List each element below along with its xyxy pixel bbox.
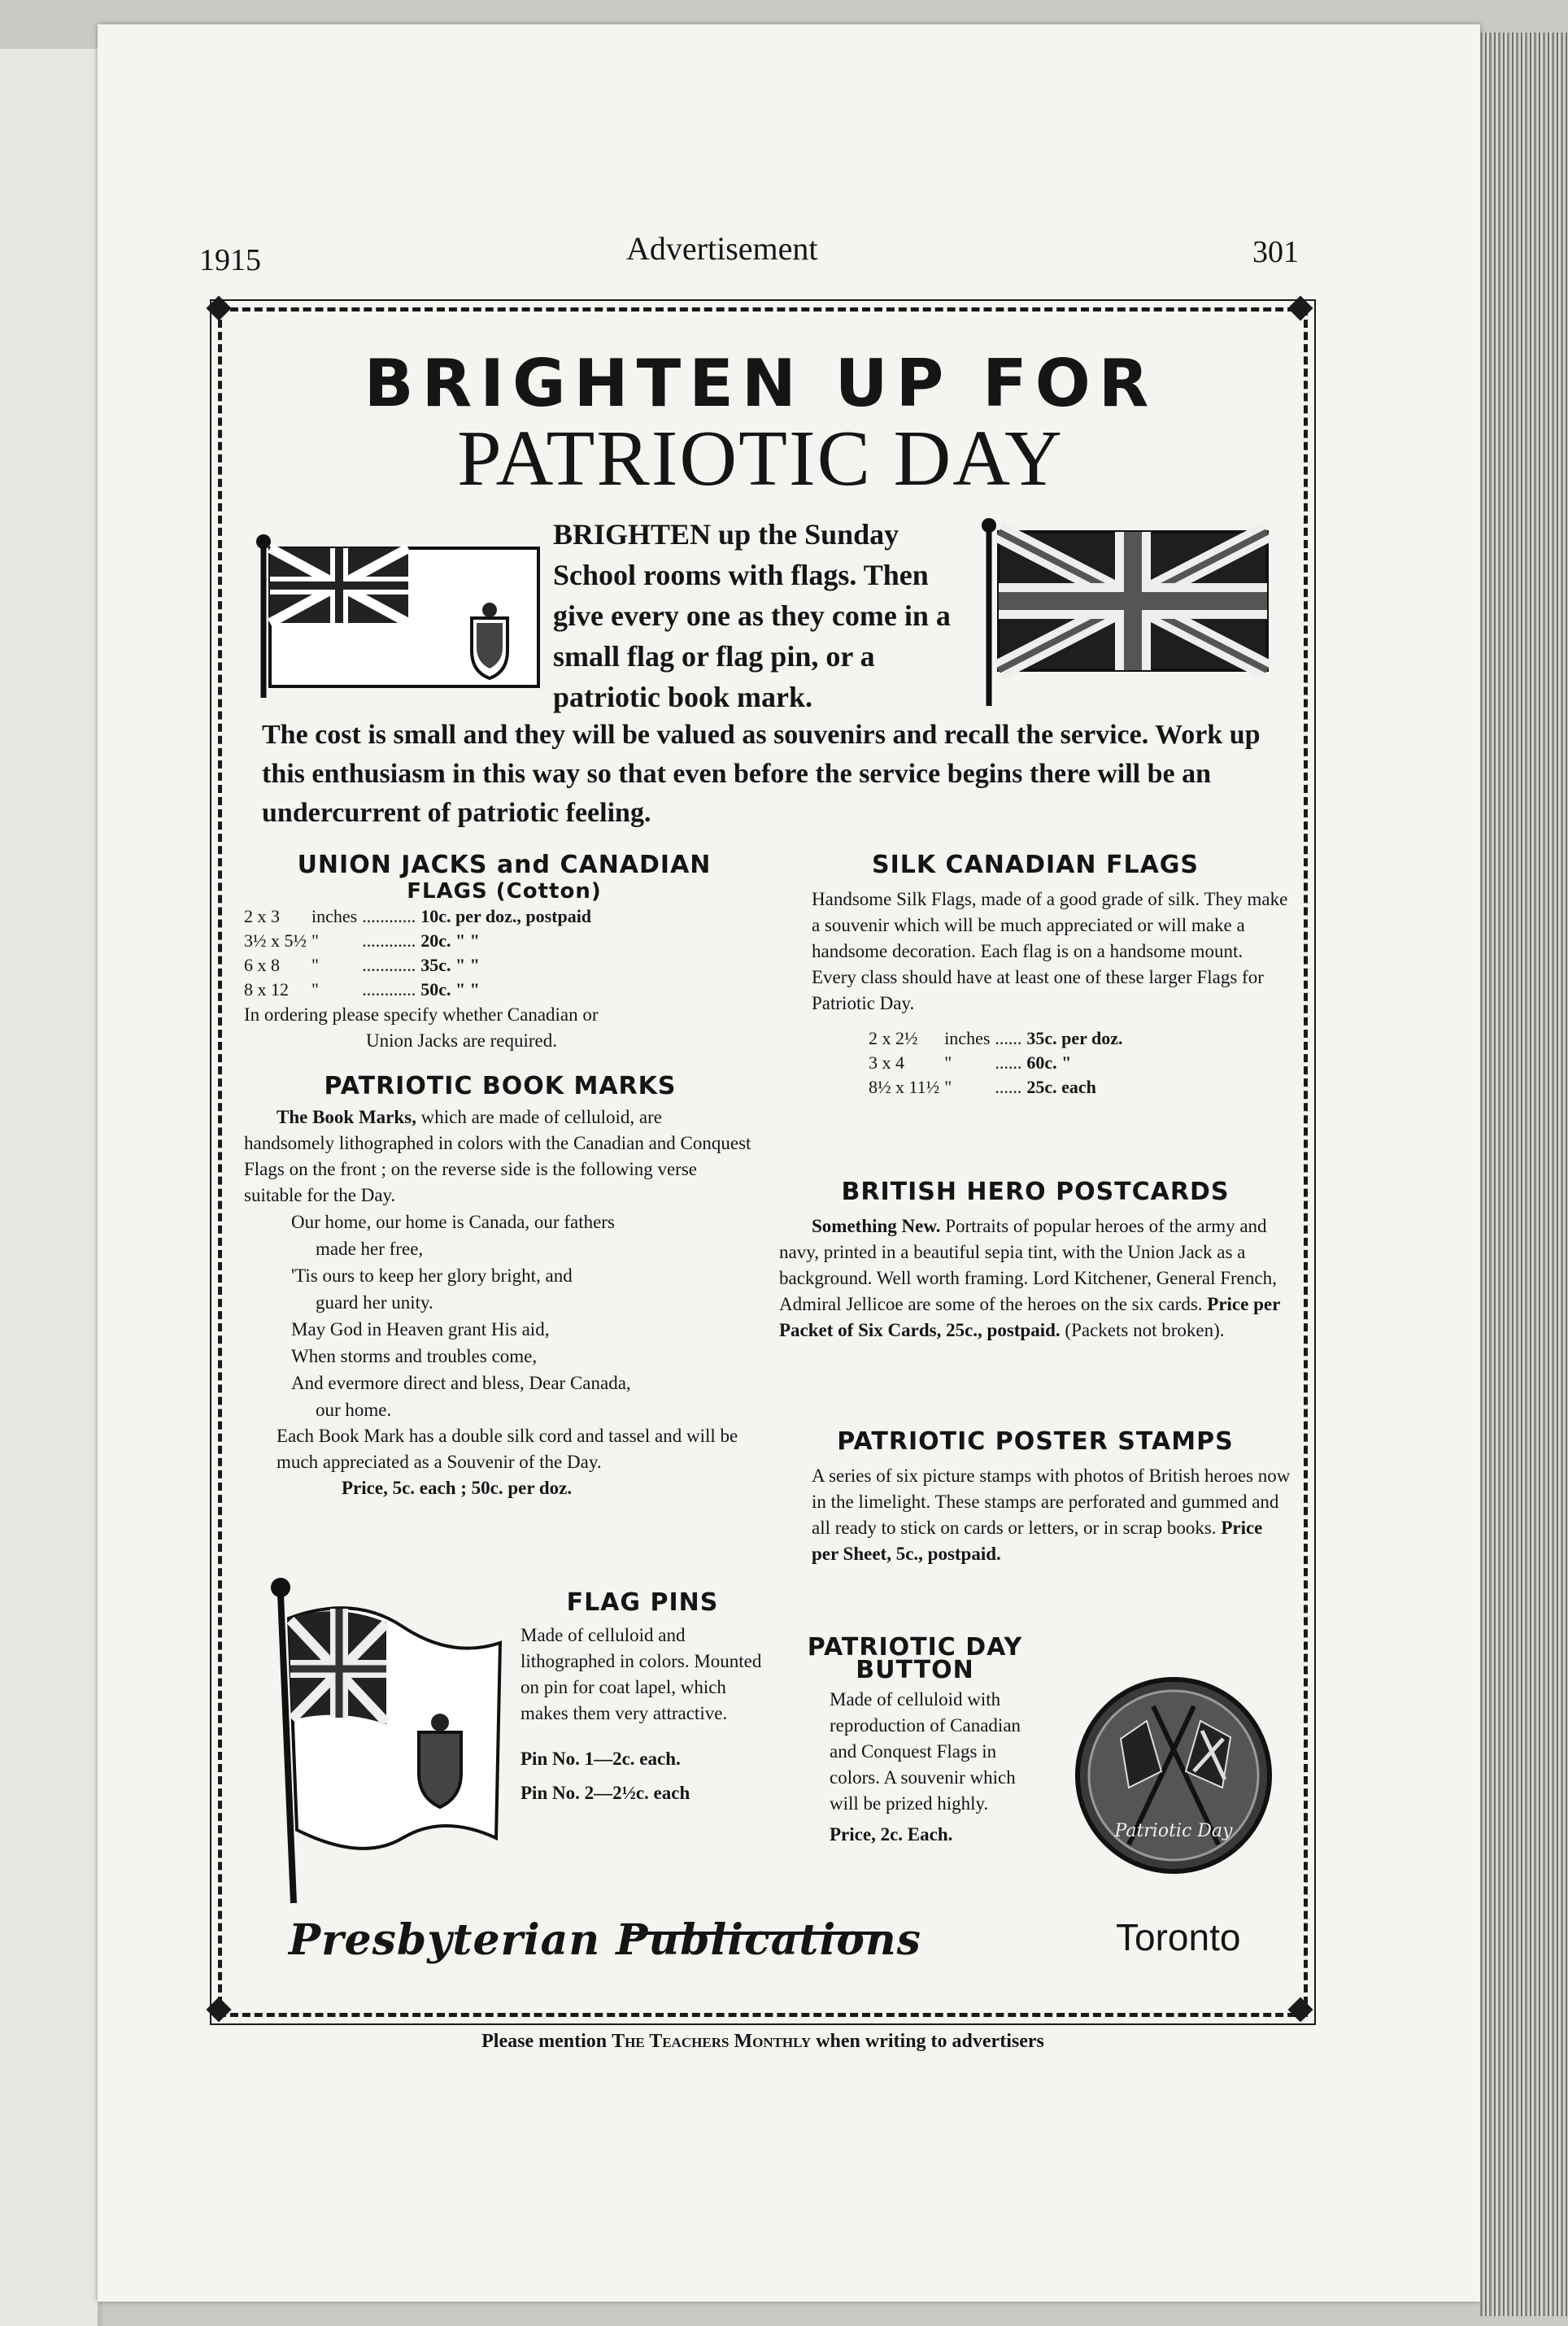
- section-title: PATRIOTIC DAY: [807, 1633, 1023, 1662]
- poster-stamps-section: [779, 1429, 1291, 1567]
- table-row: [869, 1075, 1128, 1100]
- button-section: [789, 1635, 1041, 1848]
- pin-price: Pin No. 2—2½c. each: [520, 1783, 690, 1803]
- size-cell: 3½ x 5½: [244, 930, 307, 951]
- size-cell: 6 x 8: [244, 955, 280, 975]
- lead-text: The Book Marks,: [277, 1107, 416, 1127]
- section-title: BRITISH HERO POSTCARDS: [841, 1178, 1230, 1206]
- unit-cell: ": [944, 1052, 952, 1073]
- intro-paragraph: BRIGHTEN up the Sunday School rooms with flags. Then give every one as they come in a small flag or flag pin, or a patriotic book mark.: [553, 518, 951, 713]
- union-jack-illustration: [976, 512, 1277, 708]
- section-title: UNION JACKS and CANADIAN: [297, 851, 712, 879]
- section-title: FLAG PINS: [566, 1588, 719, 1617]
- header-title: Advertisement: [626, 230, 818, 267]
- section-subtitle: FLAGS (Cotton): [407, 879, 602, 904]
- closing-text: Each Book Mark has a double silk cord and tassel and will be much appreciated as a Souvenir of the Day.: [277, 1426, 738, 1472]
- section-title: PATRIOTIC POSTER STAMPS: [837, 1427, 1234, 1456]
- publisher-name: Presbyterian Publications: [289, 1915, 921, 1965]
- size-cell: 3 x 4: [869, 1052, 904, 1073]
- body-text: which are made of celluloid, are handsomely lithographed in colors with the Canadian and Conquest Flags on the front ; on the reverse side is the following verse suitable for the Day.: [244, 1107, 751, 1205]
- size-cell: 8½ x 11½: [869, 1077, 940, 1097]
- verse-line: our home.: [316, 1400, 392, 1420]
- page-stack-edge: [1480, 33, 1568, 2316]
- leader-dots: ......: [995, 1028, 1022, 1048]
- table-row: [869, 1026, 1128, 1051]
- leader-dots: ......: [995, 1077, 1022, 1097]
- patriotic-day-button-illustration: [1072, 1674, 1275, 1877]
- table-row: [244, 953, 596, 978]
- book-marks-section: [244, 1074, 756, 1501]
- leader-dots: ............: [362, 930, 416, 951]
- table-row: [869, 1051, 1128, 1075]
- unit-cell: ": [944, 1077, 952, 1097]
- badge-text: Patriotic Day: [1114, 1821, 1233, 1841]
- ordering-note-2: Union Jacks are required.: [366, 1030, 558, 1051]
- price-text: Price, 2c. Each.: [830, 1824, 953, 1845]
- price-table: [869, 1026, 1128, 1100]
- section-title: SILK CANADIAN FLAGS: [871, 851, 1200, 879]
- ordering-note: In ordering please specify whether Canadian or: [244, 1004, 599, 1025]
- table-row: [244, 904, 596, 929]
- verse-line: When storms and troubles come,: [291, 1346, 538, 1366]
- price-cell: 25c. each: [1026, 1077, 1096, 1097]
- page-number: 301: [1252, 235, 1299, 269]
- footer-pre: Please mention: [481, 2031, 608, 2052]
- price-cell: 20c. " ": [420, 930, 480, 951]
- verse-line: made her free,: [316, 1239, 424, 1259]
- body-text: Made of celluloid with reproduction of Canadian and Conquest Flags in colors. A souvenir which will be prized highly.: [830, 1689, 1021, 1814]
- lead-text: Something New.: [812, 1216, 941, 1236]
- headline-line1: BRIGHTEN UP FOR: [364, 346, 1157, 421]
- leader-dots: ............: [362, 906, 416, 926]
- intro-continued: The cost is small and they will be valued as souvenirs and recall the service. Work up this enthusiasm in this way so that even before the service begins there will be an undercurrent of patriotic feeling.: [262, 720, 1261, 828]
- price-table: [244, 904, 596, 1002]
- verse: [244, 1209, 756, 1423]
- unit-cell: ": [311, 955, 319, 975]
- publisher-city: Toronto: [1116, 1916, 1241, 1958]
- flag-pin-illustration: [264, 1570, 508, 1911]
- verse-line: 'Tis ours to keep her glory bright, and: [291, 1265, 573, 1286]
- size-cell: 2 x 3: [244, 906, 280, 926]
- flag-pins-section: [520, 1590, 764, 1806]
- price-text: Price, 5c. each ; 50c. per doz.: [342, 1478, 573, 1498]
- body-text: Made of celluloid and lithographed in colors. Mounted on pin for coat lapel, which makes them very attractive.: [520, 1625, 762, 1723]
- journal-name: The Teachers Monthly: [612, 2031, 812, 2052]
- table-row: [244, 978, 596, 1002]
- headline-line2: PATRIOTIC DAY: [457, 415, 1064, 503]
- verse-line: Our home, our home is Canada, our fathers: [291, 1212, 615, 1232]
- unit-cell: ": [311, 979, 319, 1000]
- left-page-edge: [0, 49, 102, 2326]
- pin-price: Pin No. 1—2c. each.: [520, 1749, 681, 1769]
- body-text: Portraits of popular heroes of the army and navy, printed in a beautiful sepia tint, with the Union Jack as a background. Well worth framing. Lord Kitchener, General French, Admiral Jellicoe are some of the heroes on the six cards.: [779, 1216, 1277, 1314]
- body-text: A series of six picture stamps with photos of British heroes now in the limelight. These stamps are perforated and gummed and all ready to stick on cards or letters, or in scrap books.: [812, 1466, 1291, 1538]
- body-text: Handsome Silk Flags, made of a good grade of silk. They make a souvenir which will be much appreciated or will make a handsome decoration. Each flag is on a handsome mount. Every class should have at least one of these larger Flags for Patriotic Day.: [812, 889, 1288, 1013]
- verse-line: And evermore direct and bless, Dear Canada,: [291, 1373, 631, 1393]
- price-text: Price per Packet of Six Cards, 25c., postpaid.: [779, 1294, 1280, 1340]
- header-year: 1915: [199, 243, 261, 277]
- canadian-flag-illustration: [252, 529, 545, 699]
- table-row: [244, 929, 596, 953]
- section-subtitle: BUTTON: [856, 1656, 974, 1684]
- size-cell: 2 x 2½: [869, 1028, 918, 1048]
- verse-line: guard her unity.: [316, 1292, 433, 1313]
- verse-line: May God in Heaven grant His aid,: [291, 1319, 550, 1339]
- price-cell: 35c. per doz.: [1026, 1028, 1123, 1048]
- price-text: Price per Sheet, 5c., postpaid.: [812, 1518, 1263, 1564]
- note-text: (Packets not broken).: [1065, 1320, 1225, 1340]
- footer-post: when writing to advertisers: [816, 2031, 1044, 2052]
- section-title: PATRIOTIC BOOK MARKS: [324, 1072, 677, 1100]
- leader-dots: ......: [995, 1052, 1022, 1073]
- price-cell: 60c. ": [1026, 1052, 1072, 1073]
- footer-note: [218, 2031, 1308, 2053]
- size-cell: 8 x 12: [244, 979, 289, 1000]
- unit-cell: inches: [311, 906, 358, 926]
- price-cell: 10c. per doz., postpaid: [420, 906, 592, 926]
- price-cell: 35c. " ": [420, 955, 480, 975]
- unit-cell: inches: [944, 1028, 991, 1048]
- union-jacks-section: [244, 852, 764, 1054]
- leader-dots: ............: [362, 955, 416, 975]
- leader-dots: ............: [362, 979, 416, 1000]
- silk-flags-section: [779, 852, 1291, 1100]
- hero-postcards-section: [779, 1179, 1291, 1344]
- price-cell: 50c. " ": [420, 979, 480, 1000]
- unit-cell: ": [311, 930, 319, 951]
